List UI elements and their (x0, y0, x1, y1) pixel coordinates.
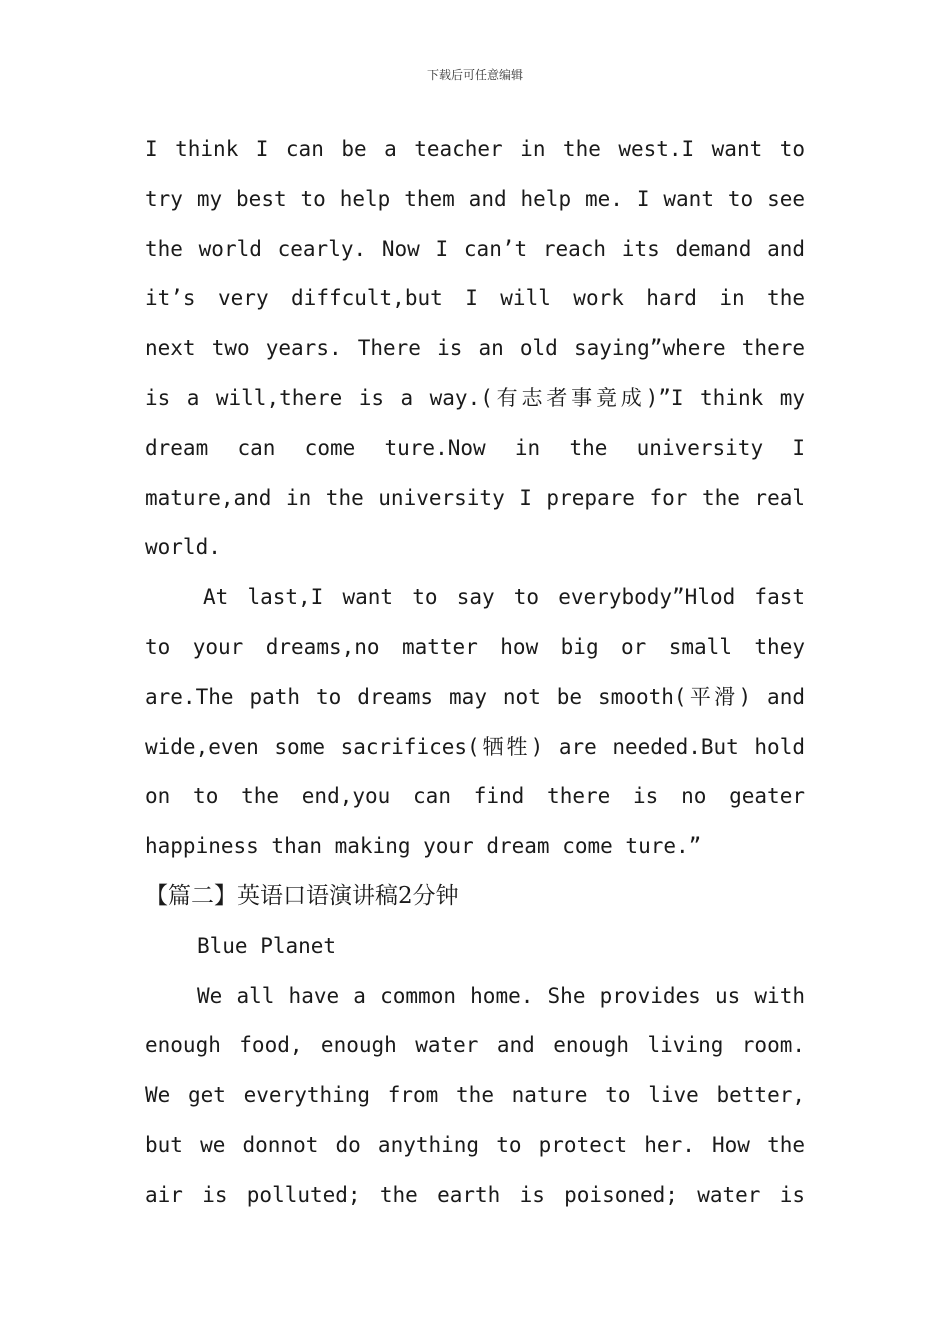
paragraph-start-line: We all have a common home. She provides us with (197, 983, 805, 1008)
text-line: the world cearly. Now I can’t reach its demand and (145, 236, 805, 261)
text-line: to your dreams,no matter how big or small they (145, 634, 805, 659)
speech-title: Blue Planet (197, 933, 337, 958)
text-line: air is polluted; the earth is poisoned; water is (145, 1182, 805, 1207)
header-note: 下载后可任意编辑 (426, 68, 523, 82)
text-line: is a will,there is a way.(有志者事竟成)”I think my (145, 385, 805, 410)
text-line: I think I can be a teacher in the west.I want to (145, 137, 805, 161)
text-line: next two years. There is an old saying”where there (145, 336, 805, 361)
text-line: mature,and in the university I prepare for the real (145, 485, 805, 510)
text-line: wide,even some sacrifices(牺牲) are needed.But hold (145, 734, 805, 759)
text-line: enough food, enough water and enough living room. (145, 1033, 805, 1058)
body-text (145, 125, 805, 1221)
text-line: dream can come ture.Now in the university I (145, 435, 805, 460)
text-line: try my best to help them and help me. I want to see (145, 186, 805, 211)
text-line: are.The path to dreams may not be smooth(平滑) and (145, 684, 805, 709)
text-line: world. (145, 535, 221, 560)
text-line: happiness than making your dream come ture.” (145, 834, 702, 859)
paragraph-start-line: At last,I want to say to everybody”Hlod fast (203, 585, 805, 610)
text-line: We get everything from the nature to live better, (145, 1083, 805, 1108)
text-line: on to the end,you can find there is no geater (145, 784, 805, 809)
section-heading: 【篇二】英语口语演讲稿2分钟 (145, 882, 459, 909)
text-line: but we donnot do anything to protect her. How the (145, 1132, 805, 1157)
text-line: it’s very diffcult,but I will work hard in the (145, 286, 805, 311)
